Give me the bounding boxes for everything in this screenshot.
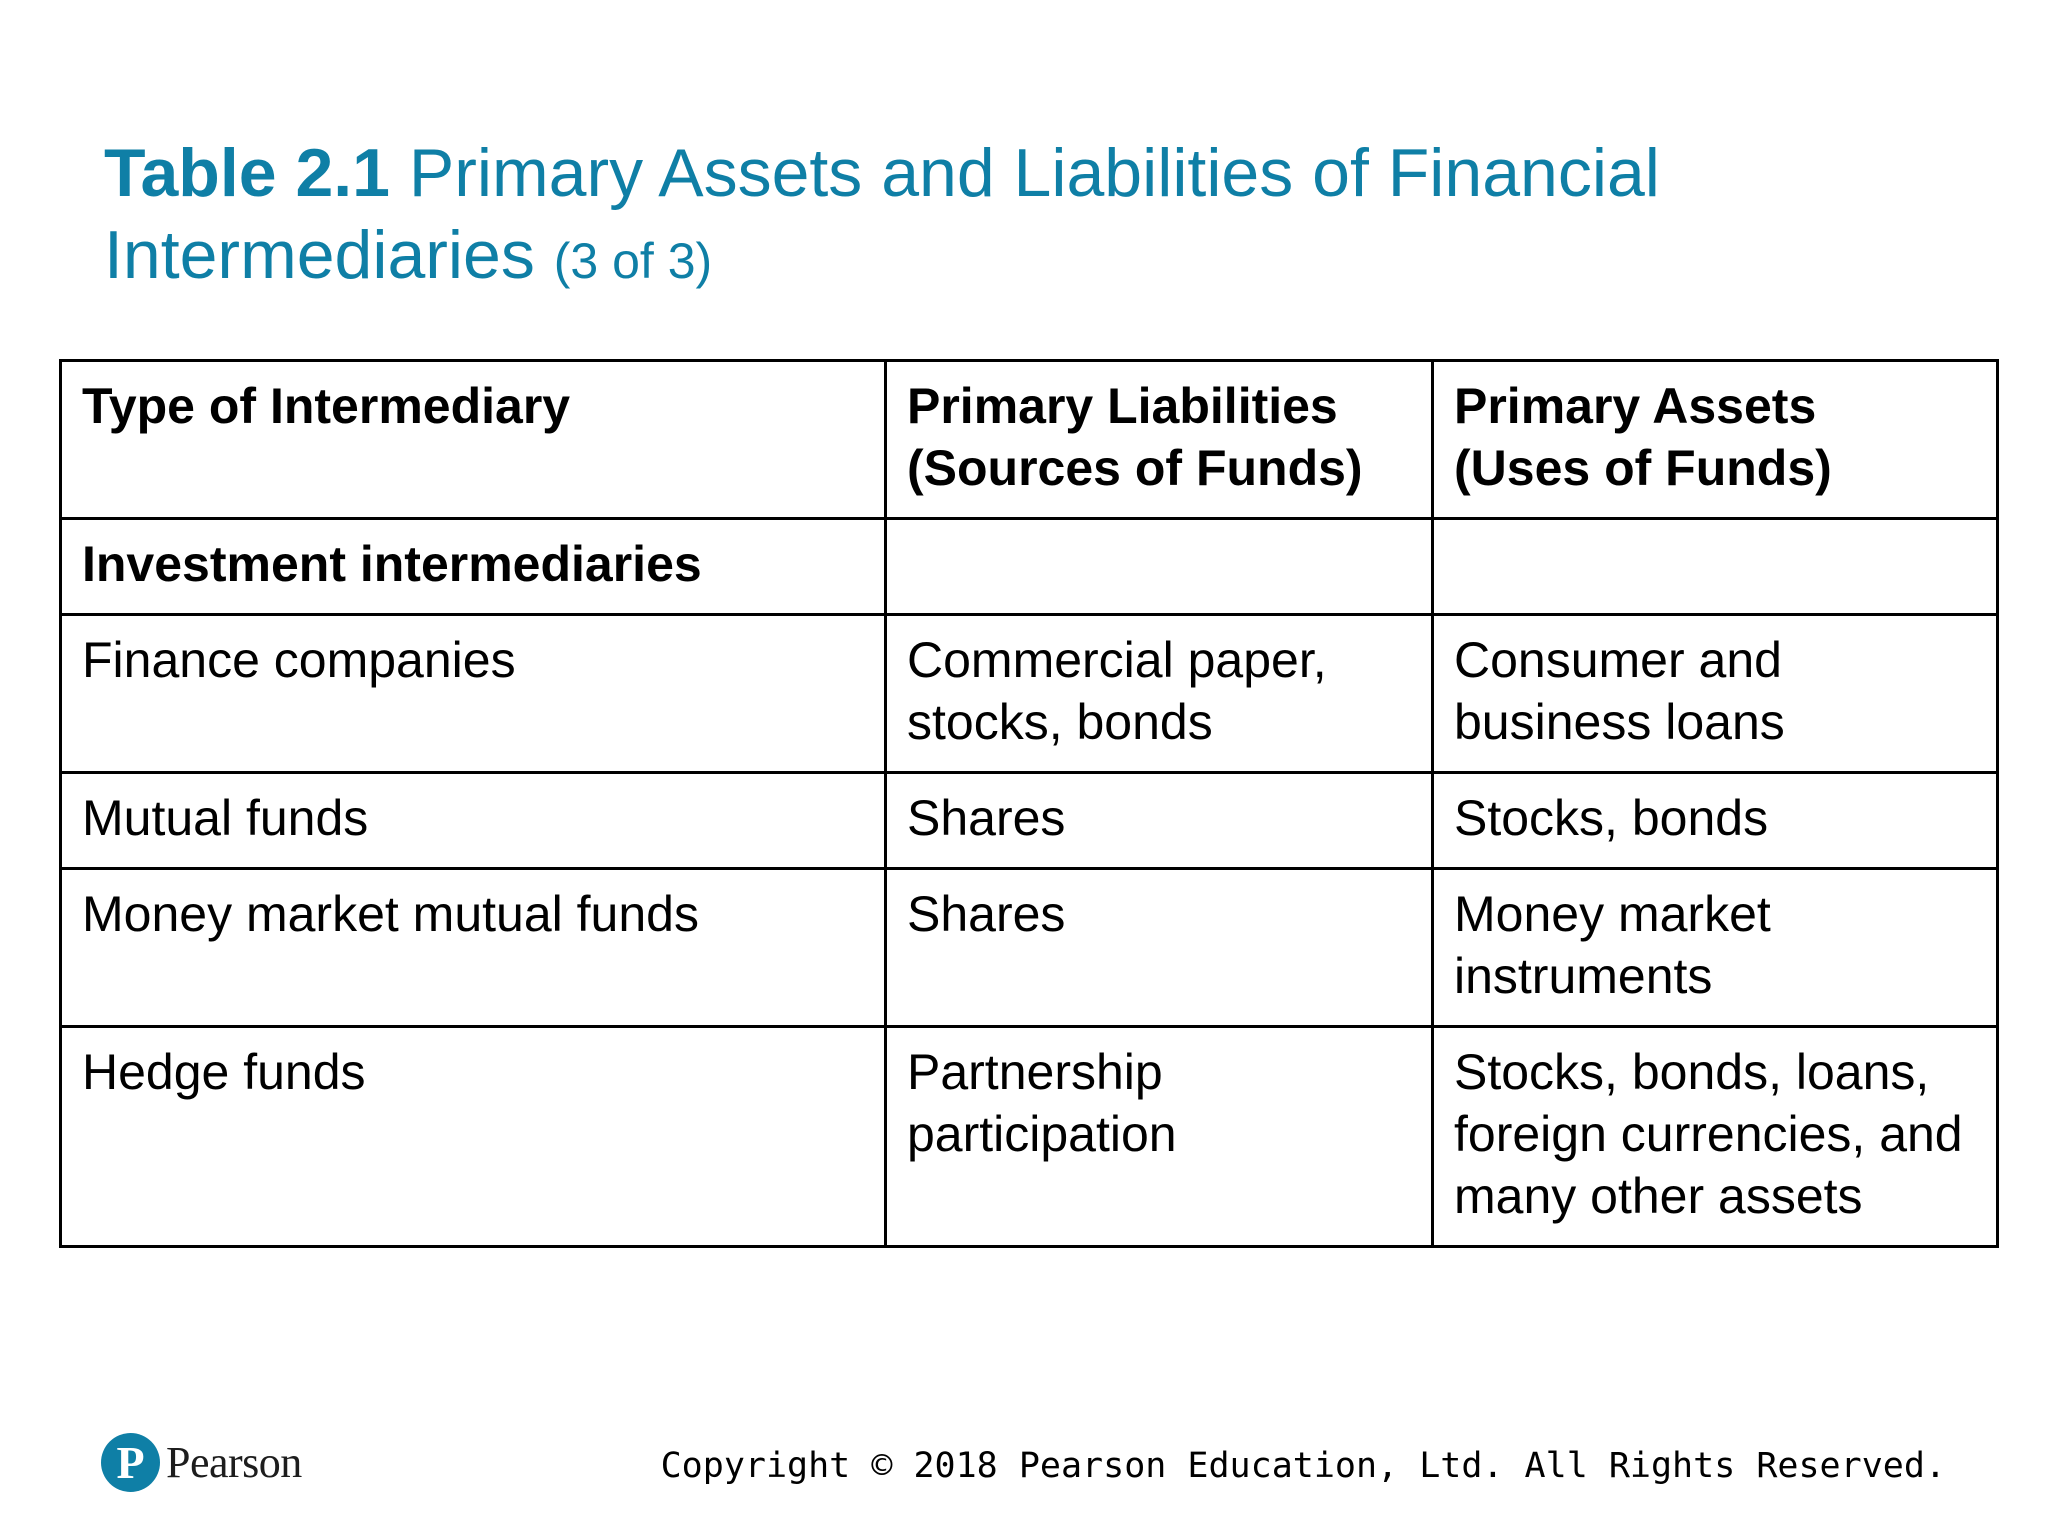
cell-liabilities: Shares <box>886 869 1433 1027</box>
cell-assets: Stocks, bonds <box>1433 773 1998 869</box>
empty-cell <box>886 519 1433 615</box>
empty-cell <box>1433 519 1998 615</box>
cell-type: Money market mutual funds <box>61 869 886 1027</box>
pearson-logo-text: Pearson <box>166 1438 302 1487</box>
table-row <box>61 615 1998 773</box>
cell-liabilities: Shares <box>886 773 1433 869</box>
table-header-row <box>61 361 1998 519</box>
section-row <box>61 519 1998 615</box>
cell-assets: Consumer and business loans <box>1433 615 1998 773</box>
pearson-logo <box>101 1433 302 1492</box>
copyright-notice: Copyright © 2018 Pearson Education, Ltd. All Rights Reserved. <box>660 1446 1946 1486</box>
cell-type: Mutual funds <box>61 773 886 869</box>
header-type-of-intermediary: Type of Intermediary <box>61 361 886 519</box>
intermediaries-table <box>59 359 1999 1248</box>
table-row <box>61 869 1998 1027</box>
table-number: Table 2.1 <box>104 135 390 211</box>
slide-title <box>104 132 1804 302</box>
cell-assets: Stocks, bonds, loans, foreign currencies, and many other assets <box>1433 1027 1998 1247</box>
cell-liabilities: Commercial paper, stocks, bonds <box>886 615 1433 773</box>
cell-type: Hedge funds <box>61 1027 886 1247</box>
header-primary-assets: Primary Assets (Uses of Funds) <box>1433 361 1998 519</box>
title-part-indicator: (3 of 3) <box>553 233 713 289</box>
cell-assets: Money market instruments <box>1433 869 1998 1027</box>
title-text: Primary Assets and Liabilities of Financial Intermediaries <box>104 135 1660 293</box>
table-row <box>61 773 1998 869</box>
header-primary-liabilities: Primary Liabilities (Sources of Funds) <box>886 361 1433 519</box>
pearson-logo-icon: P <box>101 1433 160 1492</box>
cell-type: Finance companies <box>61 615 886 773</box>
table-row <box>61 1027 1998 1247</box>
cell-liabilities: Partnership participation <box>886 1027 1433 1247</box>
section-label: Investment intermediaries <box>61 519 886 615</box>
